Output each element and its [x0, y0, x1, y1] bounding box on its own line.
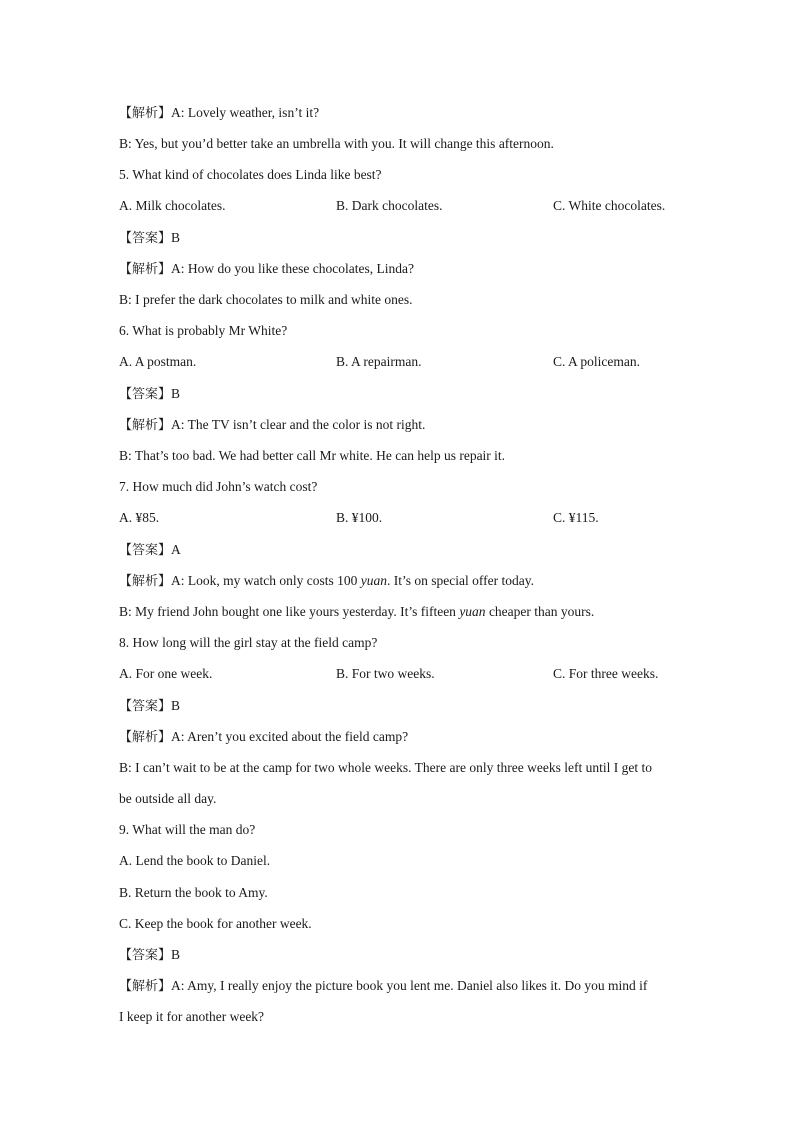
analysis-tag: 【解析】 — [119, 979, 172, 994]
q8-analysis-a: 【解析】A: Aren’t you excited about the field camp? — [119, 729, 409, 745]
q9-option-a: A. Lend the book to Daniel. — [119, 853, 271, 868]
analysis-tag: 【解析】 — [119, 106, 172, 121]
q6-options — [119, 353, 679, 371]
analysis-tag: 【解析】 — [119, 574, 172, 589]
q5-option-c: C. White chocolates. — [553, 198, 666, 213]
answer-tag: 【答案】 — [119, 387, 172, 402]
q9-analysis-a-line1: 【解析】A: Amy, I really enjoy the picture book you lent me. Daniel also likes it. Do you mind if — [119, 978, 648, 994]
q7-option-a: A. ¥85. — [119, 510, 160, 525]
q6-option-a: A. A postman. — [119, 354, 197, 369]
answer-tag: 【答案】 — [119, 699, 172, 714]
q8-answer: 【答案】B — [119, 698, 181, 714]
q5-answer: 【答案】B — [119, 230, 181, 246]
q5-option-a: A. Milk chocolates. — [119, 198, 226, 213]
q7-analysis-b: B: My friend John bought one like yours yesterday. It’s fifteen yuan cheaper than yours. — [119, 604, 595, 619]
q7-option-b: B. ¥100. — [336, 510, 383, 525]
q9-answer: 【答案】B — [119, 947, 181, 963]
q9-option-b: B. Return the book to Amy. — [119, 885, 268, 900]
q7-analysis-a: 【解析】A: Look, my watch only costs 100 yuan. It’s on special offer today. — [119, 573, 534, 589]
q4-analysis-b: B: Yes, but you’d better take an umbrella with you. It will change this afternoon. — [119, 136, 554, 151]
analysis-tag: 【解析】 — [119, 418, 172, 433]
q6-option-b: B. A repairman. — [336, 354, 422, 369]
q9-option-c: C. Keep the book for another week. — [119, 916, 312, 931]
q6-analysis-b: B: That’s too bad. We had better call Mr white. He can help us repair it. — [119, 448, 506, 463]
q9-question: 9. What will the man do? — [119, 822, 256, 837]
q8-option-c: C. For three weeks. — [553, 666, 659, 681]
q6-option-c: C. A policeman. — [553, 354, 640, 369]
q4-analysis-a: 【解析】A: Lovely weather, isn’t it? — [119, 105, 320, 121]
answer-tag: 【答案】 — [119, 543, 172, 558]
analysis-tag: 【解析】 — [119, 262, 172, 277]
q6-question: 6. What is probably Mr White? — [119, 323, 288, 338]
q7-question: 7. How much did John’s watch cost? — [119, 479, 318, 494]
analysis-tag: 【解析】 — [119, 730, 172, 745]
q7-option-c: C. ¥115. — [553, 510, 599, 525]
q5-analysis-b: B: I prefer the dark chocolates to milk and white ones. — [119, 292, 413, 307]
q8-options — [119, 665, 679, 683]
q5-options — [119, 197, 679, 215]
q7-options — [119, 509, 679, 527]
q5-question: 5. What kind of chocolates does Linda like best? — [119, 167, 382, 182]
q6-answer: 【答案】B — [119, 386, 181, 402]
q5-analysis-a: 【解析】A: How do you like these chocolates, Linda? — [119, 261, 414, 277]
q8-analysis-b-line2: be outside all day. — [119, 791, 217, 806]
answer-tag: 【答案】 — [119, 231, 172, 246]
q5-option-b: B. Dark chocolates. — [336, 198, 443, 213]
answer-tag: 【答案】 — [119, 948, 172, 963]
q9-analysis-a-line2: I keep it for another week? — [119, 1009, 265, 1024]
q8-question: 8. How long will the girl stay at the field camp? — [119, 635, 378, 650]
q8-option-a: A. For one week. — [119, 666, 213, 681]
q7-answer: 【答案】A — [119, 542, 181, 558]
q6-analysis-a: 【解析】A: The TV isn’t clear and the color is not right. — [119, 417, 426, 433]
q8-option-b: B. For two weeks. — [336, 666, 435, 681]
q8-analysis-b-line1: B: I can’t wait to be at the camp for two whole weeks. There are only three weeks left until I get to — [119, 760, 652, 775]
